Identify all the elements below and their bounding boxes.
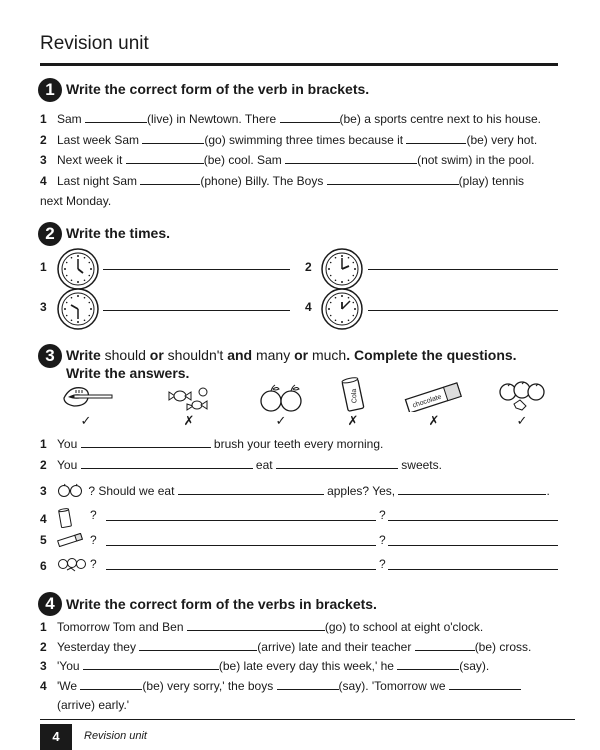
answer-blank[interactable] (276, 459, 398, 469)
cola-label: Cola (350, 388, 359, 404)
section-1-number: 1 (38, 78, 62, 102)
item-text: (be) a sports centre next to his house. (339, 112, 541, 126)
sweets-icon (165, 384, 211, 412)
item-number: 3 (40, 153, 47, 167)
footer-label: Revision unit (84, 730, 147, 742)
s3-question-6 (40, 557, 87, 573)
answer-blank[interactable] (277, 680, 339, 690)
heading-part: much (308, 347, 347, 363)
chocolate-label: chocolate (411, 393, 443, 410)
answer-blank[interactable] (85, 113, 147, 123)
heading-part: should (100, 347, 150, 363)
clock-2-answer-line[interactable] (368, 269, 558, 270)
item-text: (say). 'Tomorrow we (338, 679, 449, 693)
heading-part: and (227, 347, 253, 363)
item-number: 4 (40, 174, 47, 188)
s3-question-5-mark-2: ? (379, 533, 386, 547)
answer-blank[interactable] (83, 660, 219, 670)
item-text: (play) tennis (458, 174, 525, 188)
clock-2-icon (320, 247, 364, 291)
clock-3-icon (56, 287, 100, 331)
answer-blank[interactable] (398, 485, 546, 495)
answer-blank[interactable] (187, 621, 325, 631)
item-text: (say). (459, 659, 490, 673)
item-text: 'We (57, 679, 81, 693)
answer-blank[interactable] (81, 459, 253, 469)
answer-blank[interactable] (285, 154, 417, 164)
s3-question-1 (40, 437, 383, 451)
item-text: (go) to school at eight o'clock. (324, 620, 484, 634)
item-text: Tomorrow Tom and Ben (57, 620, 187, 634)
item-text: (go) swimming three times because it (204, 133, 407, 147)
heading-part: Write (66, 347, 101, 363)
cola-can-small-icon (57, 508, 73, 528)
item-text: You (57, 458, 81, 472)
section-4-number: 4 (38, 592, 62, 616)
clock-3-number: 3 (40, 300, 47, 314)
picture-1-mark: ✓ (80, 413, 92, 428)
s4-item-1 (40, 620, 483, 634)
s3-question-3 (40, 483, 550, 498)
s4-item-4-continuation: (arrive) early.' (57, 698, 130, 712)
s3-question-4-mark: ? (90, 508, 97, 522)
item-number: 4 (40, 679, 47, 693)
item-text: (not swim) in the pool. (417, 153, 535, 167)
picture-6-mark: ✓ (516, 413, 528, 428)
picture-5-mark: ✗ (428, 413, 440, 428)
section-2-heading: Write the times. (66, 225, 170, 241)
clock-1-icon (56, 247, 100, 291)
s3-answer-6-line[interactable] (388, 569, 558, 570)
s3-question-5-line[interactable] (106, 545, 376, 546)
answer-blank[interactable] (397, 660, 459, 670)
item-text: apples? Yes, (323, 484, 399, 498)
s3-question-5 (40, 533, 83, 547)
item-number: 2 (40, 458, 47, 472)
item-number: 6 (40, 559, 47, 573)
item-text: sweets. (397, 458, 442, 472)
s4-item-3 (40, 659, 489, 673)
picture-2-mark: ✗ (183, 413, 195, 428)
item-number: 3 (40, 484, 47, 498)
item-text: (arrive) late and their teacher (257, 640, 415, 654)
answer-blank[interactable] (80, 680, 142, 690)
s1-item-4 (40, 174, 524, 188)
page-title: Revision unit (40, 33, 149, 54)
s3-answer-5-line[interactable] (388, 545, 558, 546)
s1-item-1 (40, 112, 541, 126)
apples-icon (258, 382, 304, 414)
tomatoes-icon (496, 380, 548, 414)
item-text: eat (252, 458, 276, 472)
item-number: 1 (40, 620, 47, 634)
answer-blank[interactable] (140, 175, 200, 185)
item-text: (be) very sorry,' the boys (142, 679, 277, 693)
s3-question-6-mark: ? (90, 557, 97, 571)
section-3-heading (66, 347, 517, 363)
picture-4-mark: ✗ (347, 413, 359, 428)
item-text: (be) late every day this week,' he (218, 659, 398, 673)
footer-rule (40, 719, 575, 720)
item-text: (phone) Billy. The Boys (200, 174, 327, 188)
answer-blank[interactable] (449, 680, 521, 690)
apples-small-icon (57, 483, 85, 497)
item-text: (live) in Newtown. There (147, 112, 280, 126)
item-text: Last week Sam (57, 133, 143, 147)
item-text: 'You (57, 659, 83, 673)
answer-blank[interactable] (126, 154, 204, 164)
item-text: . (546, 484, 550, 498)
answer-blank[interactable] (280, 113, 340, 123)
chocolate-icon (402, 382, 464, 412)
s4-item-4 (40, 679, 521, 693)
s3-answer-4-line[interactable] (388, 520, 558, 521)
item-text: Last night Sam (57, 174, 141, 188)
cola-can-icon (338, 376, 368, 414)
item-number: 5 (40, 533, 47, 547)
clock-2-number: 2 (305, 260, 312, 274)
item-number: 4 (40, 512, 47, 526)
toothbrush-icon (60, 382, 116, 414)
answer-blank[interactable] (142, 134, 204, 144)
s4-item-2 (40, 640, 531, 654)
tomatoes-small-icon (57, 557, 87, 573)
answer-blank[interactable] (139, 641, 257, 651)
s1-item-4-continuation: next Monday. (40, 194, 112, 208)
page-number: 4 (40, 724, 72, 750)
item-number: 3 (40, 659, 47, 673)
item-text: (be) very hot. (466, 133, 538, 147)
s3-question-2 (40, 458, 442, 472)
heading-part: . Complete the questions. (346, 347, 517, 363)
s3-question-4-mark-2: ? (379, 508, 386, 522)
answer-blank[interactable] (415, 641, 475, 651)
item-text: (be) cool. Sam (203, 153, 286, 167)
item-number: 2 (40, 133, 47, 147)
item-number: 2 (40, 640, 47, 654)
clock-4-answer-line[interactable] (368, 310, 558, 311)
item-text: brush your teeth every morning. (210, 437, 384, 451)
s3-question-6-line[interactable] (106, 569, 376, 570)
item-text: You (57, 437, 81, 451)
s3-question-6-mark-2: ? (379, 557, 386, 571)
title-rule (40, 63, 558, 66)
s1-item-2 (40, 133, 537, 147)
item-text: Sam (57, 112, 86, 126)
heading-part: shouldn't (163, 347, 228, 363)
section-3-heading-line-2: Write the answers. (66, 365, 190, 381)
chocolate-small-icon (57, 533, 83, 547)
s1-item-3 (40, 153, 534, 167)
item-text: Next week it (57, 153, 126, 167)
s3-question-5-mark: ? (90, 533, 97, 547)
s3-question-4-line[interactable] (106, 520, 376, 521)
clock-1-number: 1 (40, 260, 47, 274)
clock-1-answer-line[interactable] (103, 269, 290, 270)
heading-part: many (252, 347, 295, 363)
section-4-heading: Write the correct form of the verbs in brackets. (66, 596, 377, 612)
s3-question-4 (40, 508, 73, 528)
item-text: ? Should we eat (85, 484, 178, 498)
section-2-number: 2 (38, 222, 62, 246)
item-number: 1 (40, 437, 47, 451)
answer-blank[interactable] (406, 134, 466, 144)
answer-blank[interactable] (178, 485, 324, 495)
clock-4-number: 4 (305, 300, 312, 314)
heading-part: or (294, 347, 309, 363)
picture-3-mark: ✓ (275, 413, 287, 428)
item-text: Yesterday they (57, 640, 140, 654)
heading-part: or (149, 347, 164, 363)
section-1-heading: Write the correct form of the verb in brackets. (66, 81, 370, 97)
answer-blank[interactable] (327, 175, 459, 185)
clock-3-answer-line[interactable] (103, 310, 290, 311)
clock-4-icon (320, 287, 364, 331)
item-number: 1 (40, 112, 47, 126)
section-3-number: 3 (38, 344, 62, 368)
item-text: (be) cross. (474, 640, 532, 654)
answer-blank[interactable] (81, 438, 211, 448)
